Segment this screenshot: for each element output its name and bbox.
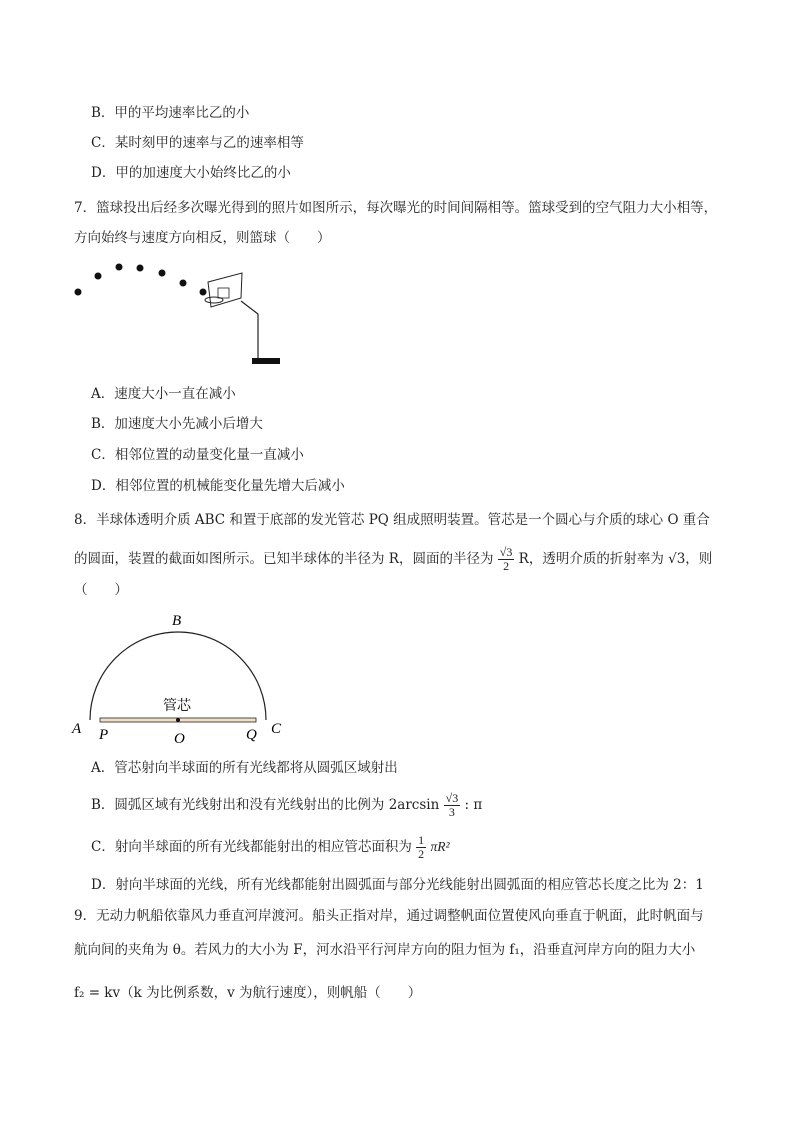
- q6-option-b: B．甲的平均速率比乙的小: [91, 105, 250, 121]
- ball-position-3: [116, 264, 123, 271]
- ball-position-6: [180, 280, 187, 287]
- fraction-denominator: 2: [418, 847, 425, 861]
- q8-option-d: D．射向半球面的光线，所有光线都能射出圆弧面与部分光线能射出圆弧面的相应管芯长度之比为 2：1: [91, 877, 704, 893]
- q7-option-d: D．相邻位置的机械能变化量先增大后减小: [91, 478, 345, 494]
- q8-stem-line3: （ ）: [74, 582, 128, 598]
- q8-hemisphere-figure: [66, 606, 296, 746]
- label-c: C: [271, 721, 282, 737]
- fraction-numerator: 1: [418, 833, 425, 847]
- ball-position-2: [95, 273, 102, 280]
- q8-option-b-fraction: [444, 792, 461, 819]
- ball-position-5: [159, 270, 166, 277]
- q9-stem-line3: f₂ = kv（k 为比例系数，v 为航行速度），则帆船（ ）: [74, 985, 422, 1001]
- fraction-denominator: 2: [503, 559, 510, 573]
- fraction-numerator: √3: [499, 545, 513, 559]
- fraction-numerator: √3: [445, 791, 459, 805]
- q7-stem-line1: 7．篮球投出后经多次曝光得到的照片如图所示，每次曝光的时间间隔相等。篮球受到的空气阻力大小相等，: [74, 200, 718, 216]
- q8-stem-line2-part1: 的圆面，装置的截面如图所示。已知半球体的半径为 R，圆面的半径为: [74, 551, 494, 567]
- ball-position-1: [75, 289, 82, 296]
- label-b: B: [172, 613, 182, 629]
- q8-stem-line2: [74, 546, 712, 573]
- q7-option-c: C．相邻位置的动量变化量一直减小: [91, 447, 304, 463]
- q7-option-b: B．加速度大小先减小后增大: [91, 416, 263, 432]
- q8-option-b-part2: : π: [464, 797, 483, 813]
- q9-stem-line1: 9．无动力帆船依靠风力垂直河岸渡河。船头正指对岸，通过调整帆面位置使风向垂直于帆面，此时帆面与: [74, 908, 704, 924]
- q8-option-c-part2: πR²: [430, 839, 450, 854]
- ball-position-7: [200, 289, 207, 296]
- q8-radius-fraction: [498, 546, 515, 573]
- label-o: O: [174, 731, 185, 746]
- q6-option-d: D．甲的加速度大小始终比乙的小: [91, 165, 291, 181]
- label-q: Q: [246, 727, 257, 743]
- q8-stem-line2-part2: R，透明介质的折射率为 √3，则: [518, 551, 713, 567]
- ball-position-4: [137, 265, 144, 272]
- q8-option-c-part1: C．射向半球面的所有光线都能射出的相应管芯面积为: [91, 839, 412, 855]
- q8-option-a: A．管芯射向半球面的所有光线都将从圆弧区域射出: [91, 760, 398, 776]
- q8-stem-line1: 8．半球体透明介质 ABC 和置于底部的发光管芯 PQ 组成照明装置。管芯是一个圆心与介质的球心 O 重合: [74, 512, 710, 528]
- q8-option-b-part1: B．圆弧区域有光线射出和没有光线射出的比例为 2arcsin: [91, 797, 440, 813]
- q9-stem-line2: 航向间的夹角为 θ。若风力的大小为 F，河水沿平行河岸方向的阻力恒为 f₁，沿垂直河岸方向的阻力大小: [74, 942, 696, 958]
- label-core: 管芯: [163, 699, 191, 714]
- q8-option-c-fraction: [416, 834, 426, 861]
- fraction-denominator: 3: [448, 805, 455, 819]
- q7-basketball-figure: [66, 256, 296, 371]
- q7-stem-line2: 方向始终与速度方向相反，则篮球（ ）: [74, 230, 331, 246]
- q6-option-c: C．某时刻甲的速率与乙的速率相等: [91, 135, 304, 151]
- center-point-o: [176, 718, 180, 722]
- q8-option-c: [91, 834, 450, 861]
- basketball-hoop-icon: [205, 273, 280, 364]
- label-p: P: [99, 727, 109, 743]
- label-a: A: [72, 721, 82, 737]
- q7-option-a: A．速度大小一直在减小: [91, 386, 236, 402]
- q8-option-b: [91, 792, 482, 819]
